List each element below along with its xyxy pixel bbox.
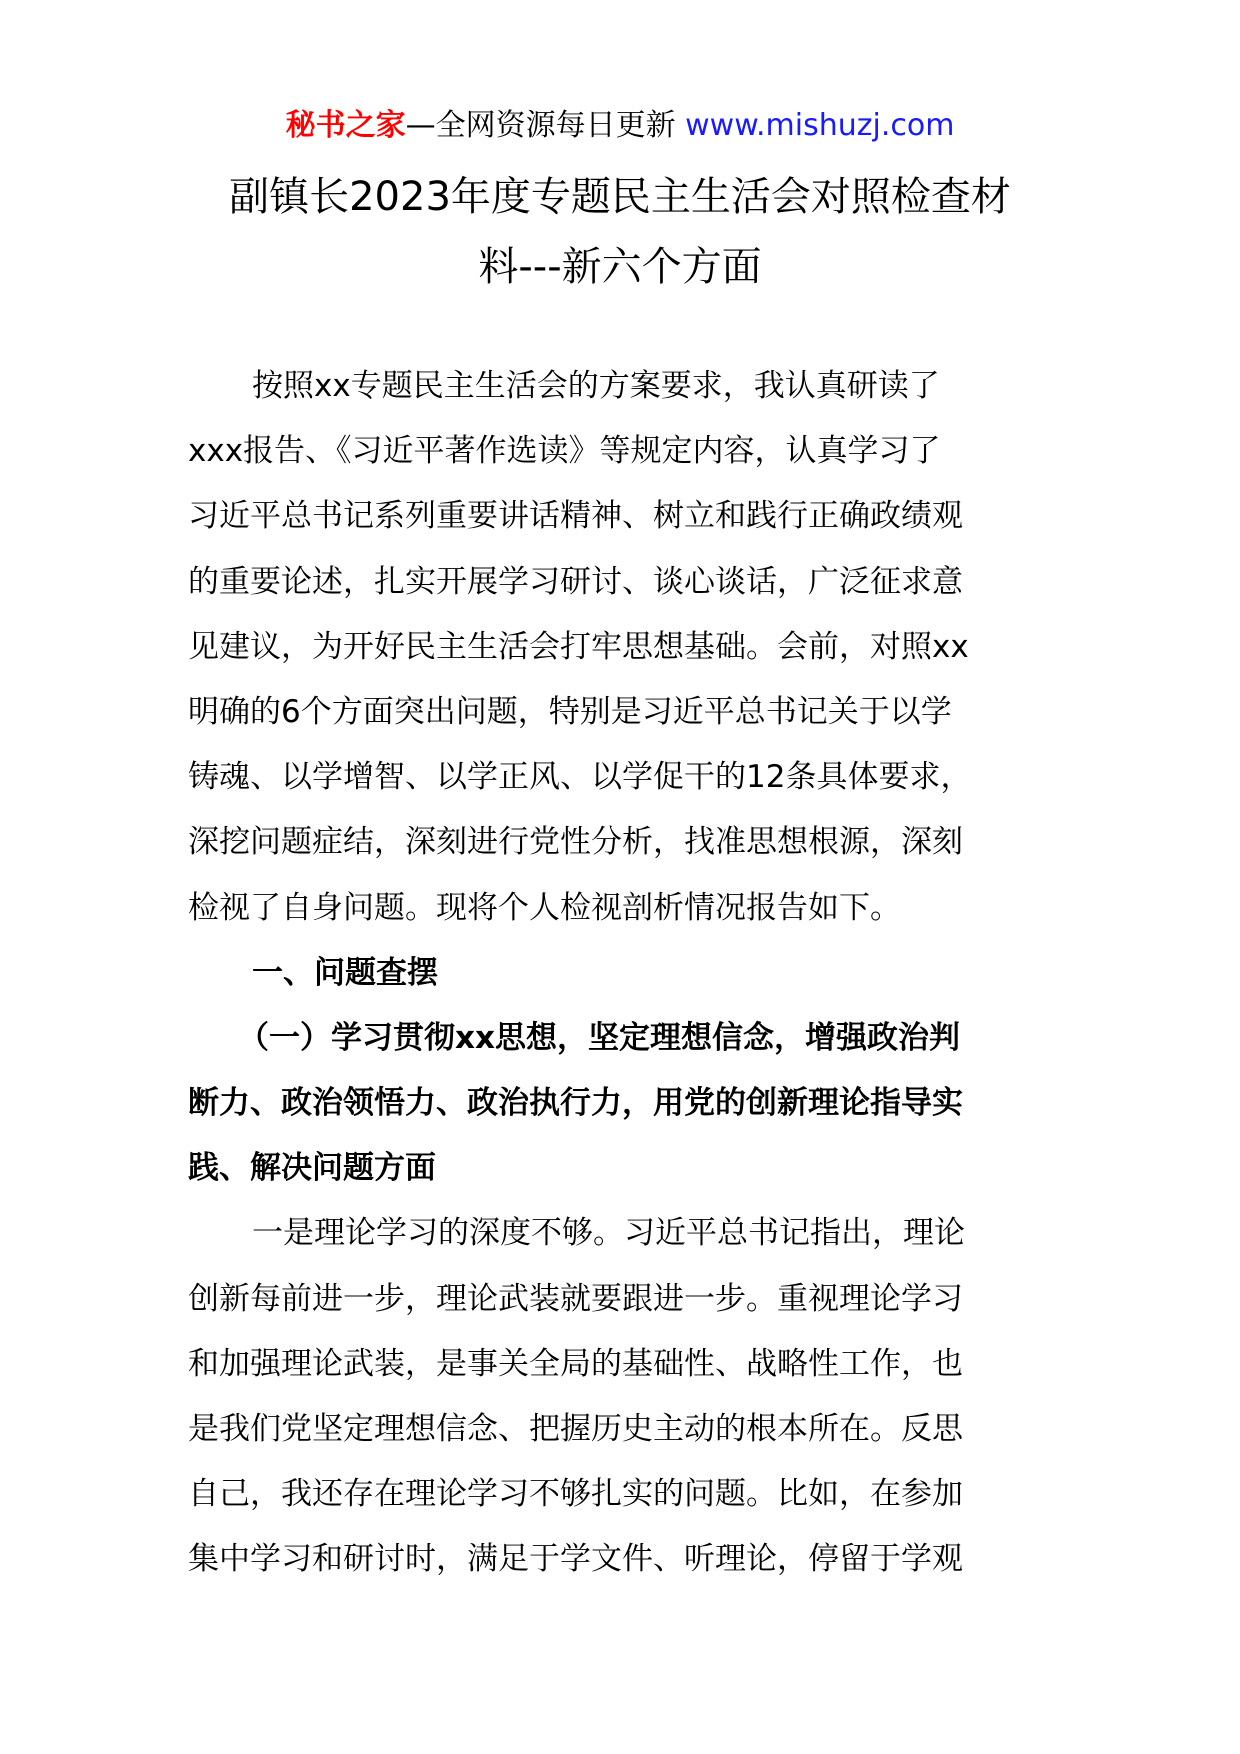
document-body <box>188 354 1068 1593</box>
header-tagline: —全网资源每日更新 <box>405 108 686 143</box>
site-url-link[interactable]: www.mishuzj.com <box>685 108 955 143</box>
paragraph-line: 创新每前进一步，理论武装就要跟进一步。重视理论学习 <box>188 1280 963 1317</box>
title-line: 副镇长2023年度专题民主生活会对照检查材 <box>229 174 1011 220</box>
page-header <box>0 104 1240 148</box>
paragraph-line: 集中学习和研讨时，满足于学文件、听理论，停留于学观 <box>188 1541 963 1578</box>
paragraph-line: xxx报告、《习近平著作选读》等规定内容，认真学习了 <box>188 433 941 470</box>
paragraph-line: 是我们党坚定理想信念、把握历史主动的根本所在。反思 <box>188 1411 963 1447</box>
section-heading: 一、问题查摆 <box>252 954 438 991</box>
title-line: 料---新六个方面 <box>478 244 762 290</box>
paragraph-line: 按照xx专题民主生活会的方案要求，我认真研读了 <box>252 368 940 404</box>
paragraph-line: 深挖问题症结，深刻进行党性分析，找准思想根源，深刻 <box>188 824 963 861</box>
paragraph-line: 自己，我还存在理论学习不够扎实的问题。比如，在参加 <box>188 1476 963 1513</box>
subsection-heading-line: （一）学习贯彻xx思想，坚定理想信念，增强政治判 <box>238 1019 960 1056</box>
brand-name: 秘书之家 <box>285 108 406 143</box>
subsection-heading-line: 践、解决问题方面 <box>188 1150 436 1187</box>
paragraph-line: 检视了自身问题。现将个人检视剖析情况报告如下。 <box>188 889 901 926</box>
document-title <box>140 162 1100 302</box>
paragraph-line: 见建议，为开好民主生活会打牢思想基础。会前，对照xx <box>188 628 969 665</box>
paragraph-line: 铸魂、以学增智、以学正风、以学促干的12条具体要求， <box>188 759 972 796</box>
subsection-heading-line: 断力、政治领悟力、政治执行力，用党的创新理论指导实 <box>188 1085 963 1122</box>
paragraph-line: 习近平总书记系列重要讲话精神、树立和践行正确政绩观 <box>188 498 963 535</box>
paragraph-line: 和加强理论武装，是事关全局的基础性、战略性工作，也 <box>188 1345 963 1382</box>
paragraph-line: 明确的6个方面突出问题，特别是习近平总书记关于以学 <box>188 693 952 730</box>
paragraph-line: 一是理论学习的深度不够。习近平总书记指出，理论 <box>252 1215 965 1252</box>
paragraph-line: 的重要论述，扎实开展学习研讨、谈心谈话，广泛征求意 <box>188 563 963 600</box>
